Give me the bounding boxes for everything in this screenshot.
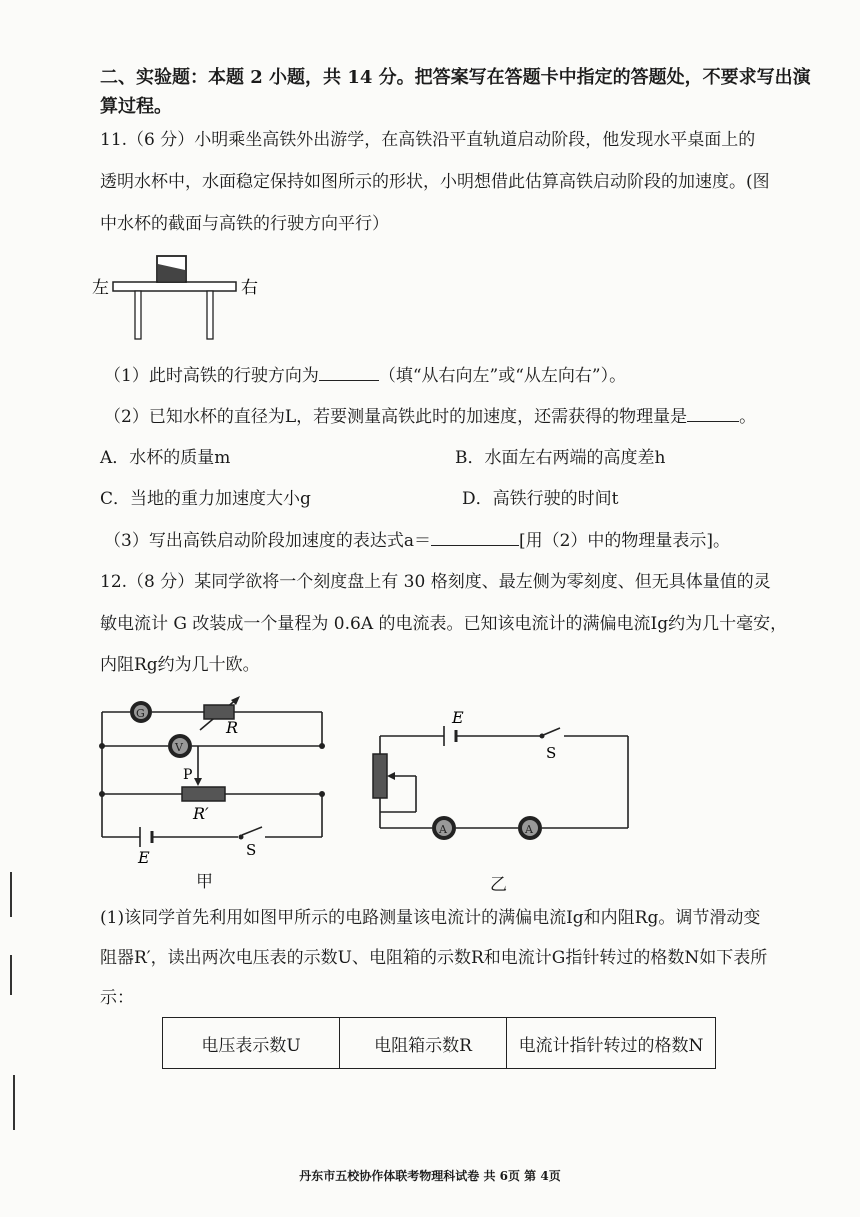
table-header-cell: 电压表示数U — [163, 1018, 340, 1069]
node-dot — [319, 743, 325, 749]
label-r: R — [226, 718, 239, 737]
q11-part3-hint: [用（2）中的物理量表示]。 — [518, 531, 731, 551]
ammeter-label: A — [525, 823, 533, 836]
table-header-row — [163, 1018, 716, 1069]
fig-left-label: 左 — [92, 278, 109, 298]
node-dot — [99, 743, 105, 749]
label-p: P — [183, 767, 193, 783]
page-footer: 丹东市五校协作体联考物理科试卷 共 6页 第 4页 — [299, 1169, 561, 1183]
table-header-cell: 电流计指针转过的格数N — [507, 1018, 716, 1069]
rheostat — [373, 754, 387, 798]
q11-line3: 中水杯的截面与高铁的行驶方向平行） — [100, 214, 389, 234]
label-r-prime: R′ — [193, 804, 209, 823]
q12-part1-line3: 示： — [100, 988, 134, 1008]
q12-part1-line2: 阻器R′，读出两次电压表的示数U、电阻箱的示数R和电流计G指针转过的格数N如下表所 — [100, 948, 768, 968]
table-header-cell: 电阻箱示数R — [340, 1018, 507, 1069]
option-a: A．水杯的质量m — [100, 448, 231, 468]
q11-figure — [88, 250, 278, 345]
circuit-yi — [370, 705, 645, 875]
q11-part2 — [104, 405, 756, 429]
q11-part1-text: （1）此时高铁的行驶方向为 — [104, 366, 319, 386]
slider-arrow-icon — [194, 778, 202, 786]
answer-blank[interactable] — [687, 405, 739, 422]
margin-mark — [10, 872, 12, 917]
q12-line3: 内阻Rg约为几十欧。 — [100, 655, 260, 675]
q11-part2-text: （2）已知水杯的直径为L，若要测量高铁此时的加速度，还需获得的物理量是 — [104, 407, 688, 427]
label-s: S — [546, 744, 557, 762]
label-s: S — [246, 841, 257, 859]
fig-right-label: 右 — [241, 278, 258, 298]
resistance-box — [204, 705, 234, 719]
q12-line2: 敏电流计 G 改装成一个量程为 0.6A 的电流表。已知该电流计的满偏电流Ig约为几十毫安， — [100, 614, 788, 634]
q11-part3-text: （3）写出高铁启动阶段加速度的表达式a＝ — [104, 531, 431, 551]
option-d: D．高铁行驶的时间t — [462, 489, 619, 509]
q11-part2-end: 。 — [739, 407, 757, 427]
node-dot — [99, 791, 105, 797]
q11-line2: 透明水杯中，水面稳定保持如图所示的形状，小明想借此估算高铁启动阶段的加速度。(图 — [100, 172, 770, 192]
q12-part1-line1: (1)该同学首先利用如图甲所示的电路测量该电流计的满偏电流Ig和内阻Rg。调节滑动变 — [100, 908, 761, 928]
label-e: E — [138, 848, 150, 867]
q11-part3 — [104, 529, 730, 553]
table-leg-left — [135, 291, 141, 339]
margin-mark — [13, 1075, 15, 1130]
table-top — [113, 282, 236, 291]
q11-line1: 11.（6 分）小明乘坐高铁外出游学，在高铁沿平直轨道启动阶段，他发现水平桌面上的 — [100, 130, 756, 150]
answer-blank[interactable] — [319, 364, 379, 381]
section-title-cont: 算过程。 — [100, 96, 172, 117]
rheostat — [182, 787, 225, 801]
q11-part1-hint: （填“从右向左”或“从左向右”）。 — [378, 366, 627, 386]
voltmeter-label: V — [175, 741, 183, 754]
circuit-jia — [90, 690, 340, 890]
q12-line1: 12.（8 分）某同学欲将一个刻度盘上有 30 格刻度、最左侧为零刻度、但无具体量值的灵 — [100, 572, 771, 592]
switch-pivot — [540, 734, 545, 739]
slider-arrow-icon — [387, 772, 395, 780]
ammeter-label: A — [439, 823, 447, 836]
section-title: 二、实验题：本题 2 小题，共 14 分。把答案写在答题卡中指定的答题处，不要求写出演 — [100, 67, 811, 88]
option-c: C．当地的重力加速度大小g — [100, 489, 311, 509]
caption-yi: 乙 — [490, 875, 507, 895]
answer-blank[interactable] — [431, 529, 519, 546]
data-table — [162, 1017, 716, 1069]
q11-part1 — [104, 364, 626, 388]
margin-mark — [10, 955, 12, 995]
galvanometer-label: G — [136, 707, 145, 720]
caption-jia: 甲 — [196, 872, 213, 892]
option-b: B．水面左右两端的高度差h — [455, 448, 666, 468]
table-leg-right — [207, 291, 213, 339]
node-dot — [319, 791, 325, 797]
switch-pivot — [239, 835, 244, 840]
label-e: E — [452, 708, 464, 727]
